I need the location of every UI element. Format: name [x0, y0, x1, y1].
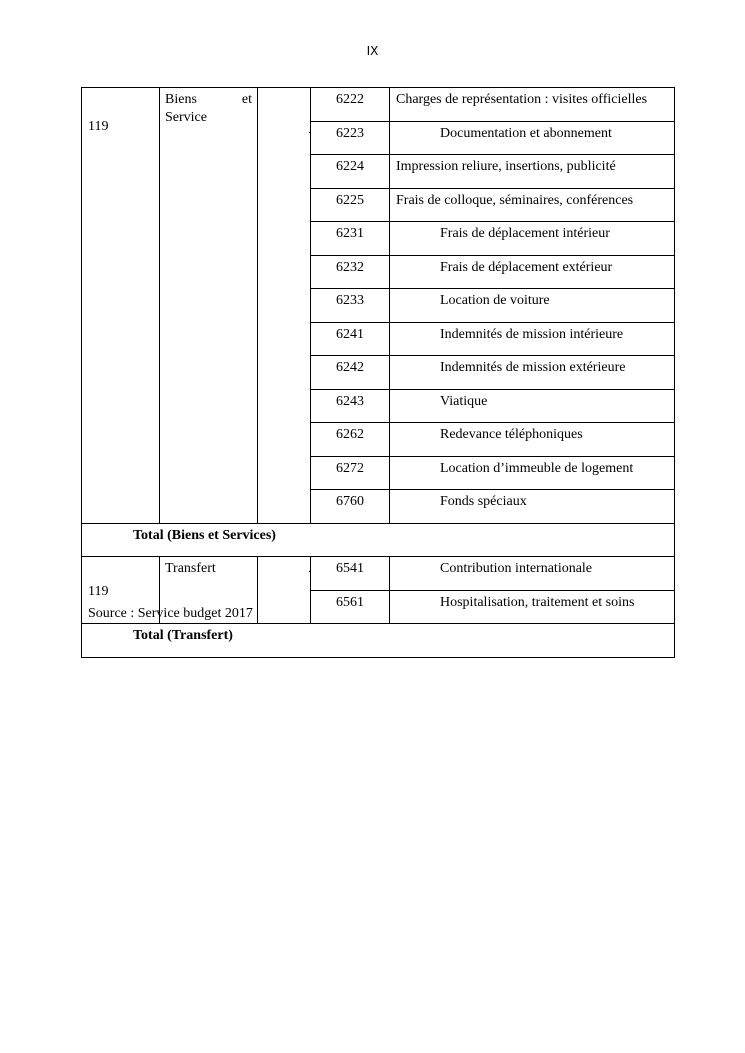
code-cell: 6233	[311, 289, 390, 323]
code-cell: 6541	[311, 557, 390, 591]
label-cell: Redevance téléphoniques	[390, 423, 675, 457]
type-cell: Transfert	[160, 557, 258, 624]
label-cell: Frais de colloque, séminaires, conférences	[390, 188, 675, 222]
truncated-mark: .	[308, 124, 311, 136]
label-cell: Fonds spéciaux	[390, 490, 675, 524]
source-note: Source : Service budget 2017	[88, 606, 253, 621]
label-cell: Documentation et abonnement	[390, 121, 675, 155]
truncated-mark: .	[308, 563, 311, 575]
label-cell: Impression reliure, insertions, publicité	[390, 155, 675, 189]
code-cell: 6222	[311, 88, 390, 122]
code-cell: 6224	[311, 155, 390, 189]
total-row	[82, 523, 675, 557]
label-cell: Charges de représentation : visites officielles	[390, 88, 675, 122]
code-cell: 6241	[311, 322, 390, 356]
code-cell: 6225	[311, 188, 390, 222]
label-cell: Indemnités de mission intérieure	[390, 322, 675, 356]
article-cell	[258, 88, 311, 524]
label-cell: Indemnités de mission extérieure	[390, 356, 675, 390]
type-cell	[160, 88, 258, 524]
label-cell: Location de voiture	[390, 289, 675, 323]
total-transfert: Total (Transfert)	[82, 624, 675, 658]
label-cell: Frais de déplacement extérieur	[390, 255, 675, 289]
code-cell: 6262	[311, 423, 390, 457]
total-row	[82, 624, 675, 658]
table-row	[82, 88, 675, 122]
code-cell: 6223	[311, 121, 390, 155]
code-cell: 6232	[311, 255, 390, 289]
code-cell: 6561	[311, 590, 390, 624]
code-cell: 6231	[311, 222, 390, 256]
label-cell: Contribution internationale	[390, 557, 675, 591]
article-cell	[258, 557, 311, 624]
page-number: IX	[366, 44, 379, 58]
chapter-cell: 119	[82, 557, 160, 624]
label-cell: Frais de déplacement intérieur	[390, 222, 675, 256]
total-biens-services: Total (Biens et Services)	[82, 523, 675, 557]
label-cell: Location d’immeuble de logement	[390, 456, 675, 490]
code-cell: 6272	[311, 456, 390, 490]
label-cell: Hospitalisation, traitement et soins	[390, 590, 675, 624]
chapter-cell: 119	[82, 88, 160, 524]
code-cell: 6243	[311, 389, 390, 423]
table-row	[82, 557, 675, 591]
label-cell: Viatique	[390, 389, 675, 423]
code-cell: 6242	[311, 356, 390, 390]
type-word-2: et	[241, 92, 252, 107]
budget-table	[81, 87, 675, 658]
type-word-1: Biens	[165, 92, 197, 107]
code-cell: 6760	[311, 490, 390, 524]
type-word-3: Service	[165, 110, 207, 125]
